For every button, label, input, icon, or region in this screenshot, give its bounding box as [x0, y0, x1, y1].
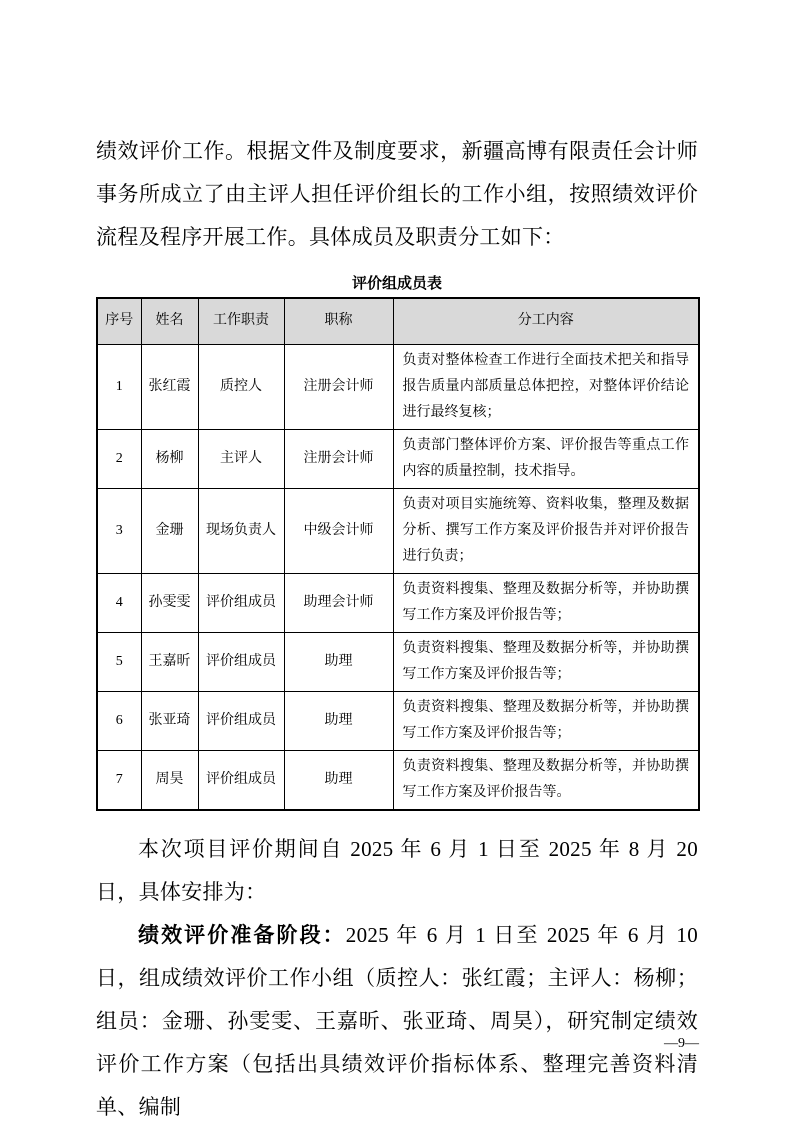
cell-work: 负责资料搜集、整理及数据分析等，并协助撰写工作方案及评价报告等；: [393, 691, 699, 750]
table-row: [97, 429, 699, 488]
page-number: —9—: [664, 1036, 699, 1051]
table-row: [97, 632, 699, 691]
cell-no: 4: [97, 573, 141, 632]
cell-no: 1: [97, 344, 141, 429]
cell-work: 负责资料搜集、整理及数据分析等，并协助撰写工作方案及评价报告等；: [393, 632, 699, 691]
cell-name: 王嘉昕: [141, 632, 198, 691]
cell-duty: 现场负责人: [198, 488, 284, 573]
phase-paragraph: [96, 914, 698, 1122]
cell-duty: 评价组成员: [198, 573, 284, 632]
cell-work: 负责对整体检查工作进行全面技术把关和指导报告质量内部质量总体把控，对整体评价结论进行最终复核；: [393, 344, 699, 429]
table-row: [97, 488, 699, 573]
header-title: 职称: [284, 298, 393, 344]
intro-paragraph: 绩效评价工作。根据文件及制度要求，新疆高博有限责任会计师事务所成立了由主评人担任评价组长的工作小组，按照绩效评价流程及程序开展工作。具体成员及职责分工如下：: [96, 139, 698, 249]
table-title: 评价组成员表: [351, 275, 442, 292]
cell-title: 注册会计师: [284, 429, 393, 488]
cell-title: 助理: [284, 750, 393, 810]
cell-title: 助理: [284, 632, 393, 691]
cell-duty: 主评人: [198, 429, 284, 488]
header-work: 分工内容: [393, 298, 699, 344]
cell-title: 中级会计师: [284, 488, 393, 573]
cell-work: 负责部门整体评价方案、评价报告等重点工作内容的质量控制，技术指导。: [393, 429, 699, 488]
table-header-row: [97, 298, 699, 344]
table-row: [97, 750, 699, 810]
cell-title: 助理: [284, 691, 393, 750]
table-row: [97, 344, 699, 429]
cell-title: 助理会计师: [284, 573, 393, 632]
schedule-intro-paragraph: 本次项目评价期间自 2025 年 6 月 1 日至 2025 年 8 月 20 日，具体安排为：: [96, 836, 698, 904]
cell-duty: 评价组成员: [198, 750, 284, 810]
cell-work: 负责资料搜集、整理及数据分析等，并协助撰写工作方案及评价报告等。: [393, 750, 699, 810]
phase-body: 2025 年 6 月 1 日至 2025 年 6 月 10 日，组成绩效评价工作小组（质控人：张红霞；主评人：杨柳；组员：金珊、孙雯雯、王嘉昕、张亚琦、周昊），研究制定绩效评价工作方案（包括出具绩效评价指标体系、整理完善资料清单、编制: [96, 922, 699, 1119]
cell-name: 金珊: [141, 488, 198, 573]
cell-name: 杨柳: [141, 429, 198, 488]
document-content: [96, 130, 698, 1122]
cell-duty: 评价组成员: [198, 632, 284, 691]
cell-duty: 质控人: [198, 344, 284, 429]
phase-heading: 绩效评价准备阶段：: [138, 922, 346, 947]
table-row: [97, 573, 699, 632]
cell-no: 2: [97, 429, 141, 488]
cell-no: 7: [97, 750, 141, 810]
cell-no: 5: [97, 632, 141, 691]
cell-name: 张亚琦: [141, 691, 198, 750]
cell-work: 负责资料搜集、整理及数据分析等，并协助撰写工作方案及评价报告等；: [393, 573, 699, 632]
cell-title: 注册会计师: [284, 344, 393, 429]
header-no: 序号: [97, 298, 141, 344]
header-name: 姓名: [141, 298, 198, 344]
cell-duty: 评价组成员: [198, 691, 284, 750]
cell-name: 孙雯雯: [141, 573, 198, 632]
cell-no: 6: [97, 691, 141, 750]
cell-work: 负责对项目实施统筹、资料收集，整理及数据分析、撰写工作方案及评价报告并对评价报告进行负责；: [393, 488, 699, 573]
table-row: [97, 691, 699, 750]
member-table: [96, 297, 700, 811]
cell-no: 3: [97, 488, 141, 573]
cell-name: 张红霞: [141, 344, 198, 429]
header-duty: 工作职责: [198, 298, 284, 344]
cell-name: 周昊: [141, 750, 198, 810]
